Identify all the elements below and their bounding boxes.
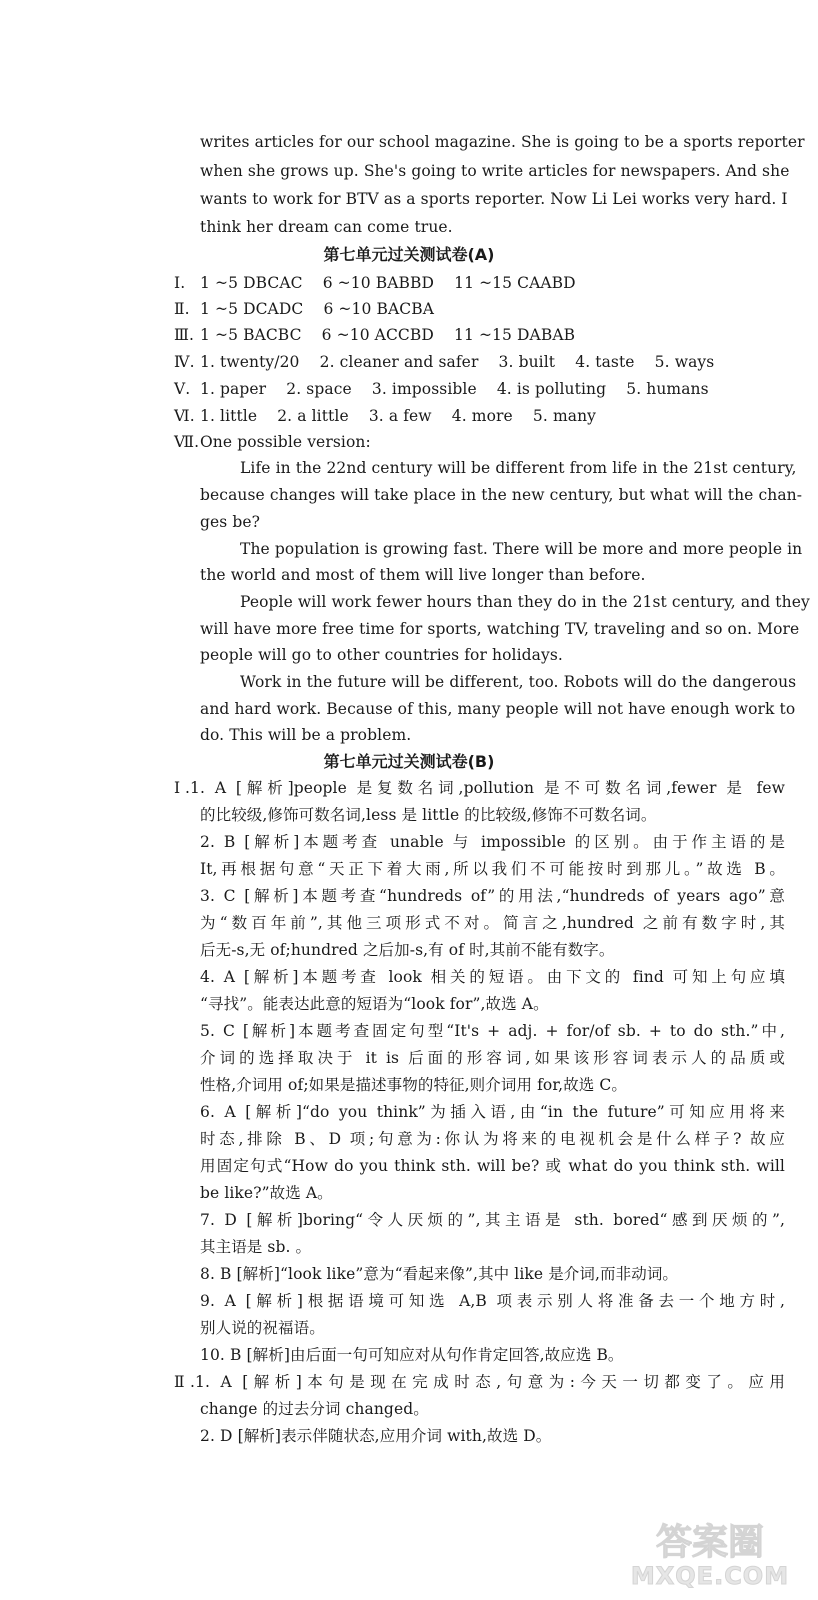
essay-line: ges be? [200,513,261,531]
svg-text:MXQE.COM: MXQE.COM [630,1562,790,1590]
answer-row [174,431,818,453]
explanation-line: 其主语是 sb. 。 [200,1238,312,1256]
watermark-logo-icon [620,1512,800,1590]
section-number: Ⅱ. [174,300,190,318]
answer-row [174,272,818,294]
explanation-line: 8. B [解析]“look like”意为“看起来像”,其中 like 是介词,而非动词。 [200,1265,679,1283]
essay-line: will have more free time for sports, watching TV, traveling and so on. More [200,620,800,638]
section-answers: 1. twenty/20 2. cleaner and safer 3. built 4. taste 5. ways [200,353,715,371]
watermark-logo [620,1512,800,1590]
explanation-line: 的比较级,修饰可数名词,less 是 little 的比较级,修饰不可数名词。 [200,806,657,824]
explanation-line: 2. D [解析]表示伴随状态,应用介词 with,故选 D。 [200,1427,552,1445]
section-number: Ⅴ. [174,380,191,398]
section-number: Ⅳ. [174,353,195,371]
answer-row [174,298,818,320]
intro-line: writes articles for our school magazine. She is going to be a sports reporter [200,133,805,151]
explanation-line: 介词的选择取决于 it is 后面的形容词,如果该形容词表示人的品质或 [200,1049,785,1067]
intro-line: when she grows up. She's going to write articles for newspapers. And she [200,162,790,180]
essay-line: and hard work. Because of this, many people will not have enough work to [200,700,796,718]
section-answers: 1 ~5 DCADC 6 ~10 BACBA [200,300,434,318]
explanation-line: “寻找”。能表达此意的短语为“look for”,故选 A。 [200,995,549,1013]
explanation-line: 用固定句式“How do you think sth. will be? 或 what do you think sth. will [200,1157,785,1175]
explanation-line: 3. C [解析]本题考查“hundreds of”的用法,“hundreds of years ago”意 [200,887,785,905]
essay-line: do. This will be a problem. [200,726,412,744]
explanation-line: be like?”故选 A。 [200,1184,333,1202]
test-b-title: 第七单元过关测试卷(B) [323,752,495,771]
explanation-line: Ⅰ.1. A [解析]people 是复数名词,pollution 是不可数名词,fewer 是 few [174,779,785,797]
answer-row [174,351,818,373]
explanation-line: 6. A [解析]“do you think”为插入语,由“in the future”可知应用将来 [200,1103,785,1121]
explanation-line: 2. B [解析]本题考查 unable 与 impossible 的区别。由于作主语的是 [200,833,785,851]
essay-line: people will go to other countries for holidays. [200,646,563,664]
section-number: Ⅶ. [174,433,200,451]
explanation-line: 10. B [解析]由后面一句可知应对从句作肯定回答,故应选 B。 [200,1346,624,1364]
essay-line: the world and most of them will live longer than before. [200,566,646,584]
svg-text:答案圈: 答案圈 [655,1522,765,1563]
explanation-line: Ⅱ.1. A [解析]本句是现在完成时态,句意为:今天一切都变了。应用 [174,1373,785,1391]
essay-line: People will work fewer hours than they do in the 21st century, and they [240,593,810,611]
section-answers: One possible version: [200,433,371,451]
section-answers: 1. little 2. a little 3. a few 4. more 5. many [200,407,597,425]
explanation-line: 性格,介词用 of;如果是描述事物的特征,则介词用 for,故选 C。 [200,1076,627,1094]
answer-row [174,378,818,400]
explanation-line: It,再根据句意“天正下着大雨,所以我们不可能按时到那儿。”故选 B。 [200,860,785,878]
explanation-line: 时态,排除 B、D 项;句意为:你认为将来的电视机会是什么样子? 故应 [200,1130,785,1148]
section-number: Ⅰ. [174,274,186,292]
essay-line: The population is growing fast. There will be more and more people in [240,540,803,558]
essay-line: Work in the future will be different, too. Robots will do the dangerous [240,673,797,691]
explanation-line: 4. A [解析]本题考查 look 相关的短语。由下文的 find 可知上句应填 [200,968,785,986]
section-answers: 1. paper 2. space 3. impossible 4. is polluting 5. humans [200,380,709,398]
explanation-line: change 的过去分词 changed。 [200,1400,429,1418]
intro-line: wants to work for BTV as a sports reporter. Now Li Lei works very hard. I [200,190,788,208]
test-a-title: 第七单元过关测试卷(A) [323,245,495,264]
explanation-line: 9. A [解析]根据语境可知选 A,B 项表示别人将准备去一个地方时, [200,1292,785,1310]
answer-row [174,324,818,346]
section-answers: 1 ~5 DBCAC 6 ~10 BABBD 11 ~15 CAABD [200,274,576,292]
essay-line: Life in the 22nd century will be different from life in the 21st century, [240,459,797,477]
section-answers: 1 ~5 BACBC 6 ~10 ACCBD 11 ~15 DABAB [200,326,576,344]
section-number: Ⅲ. [174,326,195,344]
explanation-line: 为“数百年前”,其他三项形式不对。简言之,hundred 之前有数字时,其 [200,914,785,932]
essay-line: because changes will take place in the new century, but what will the chan- [200,486,803,504]
section-number: Ⅵ. [174,407,195,425]
answer-row [174,405,818,427]
explanation-line: 7. D [解析]boring“令人厌烦的”,其主语是 sth. bored“感到厌烦的”, [200,1211,785,1229]
explanation-line: 别人说的祝福语。 [200,1319,325,1337]
explanation-line: 5. C [解析]本题考查固定句型“It's + adj. + for/of sb. + to do sth.”中, [200,1022,785,1040]
intro-line: think her dream can come true. [200,218,453,236]
explanation-line: 后无-s,无 of;hundred 之后加-s,有 of 时,其前不能有数字。 [200,941,615,959]
